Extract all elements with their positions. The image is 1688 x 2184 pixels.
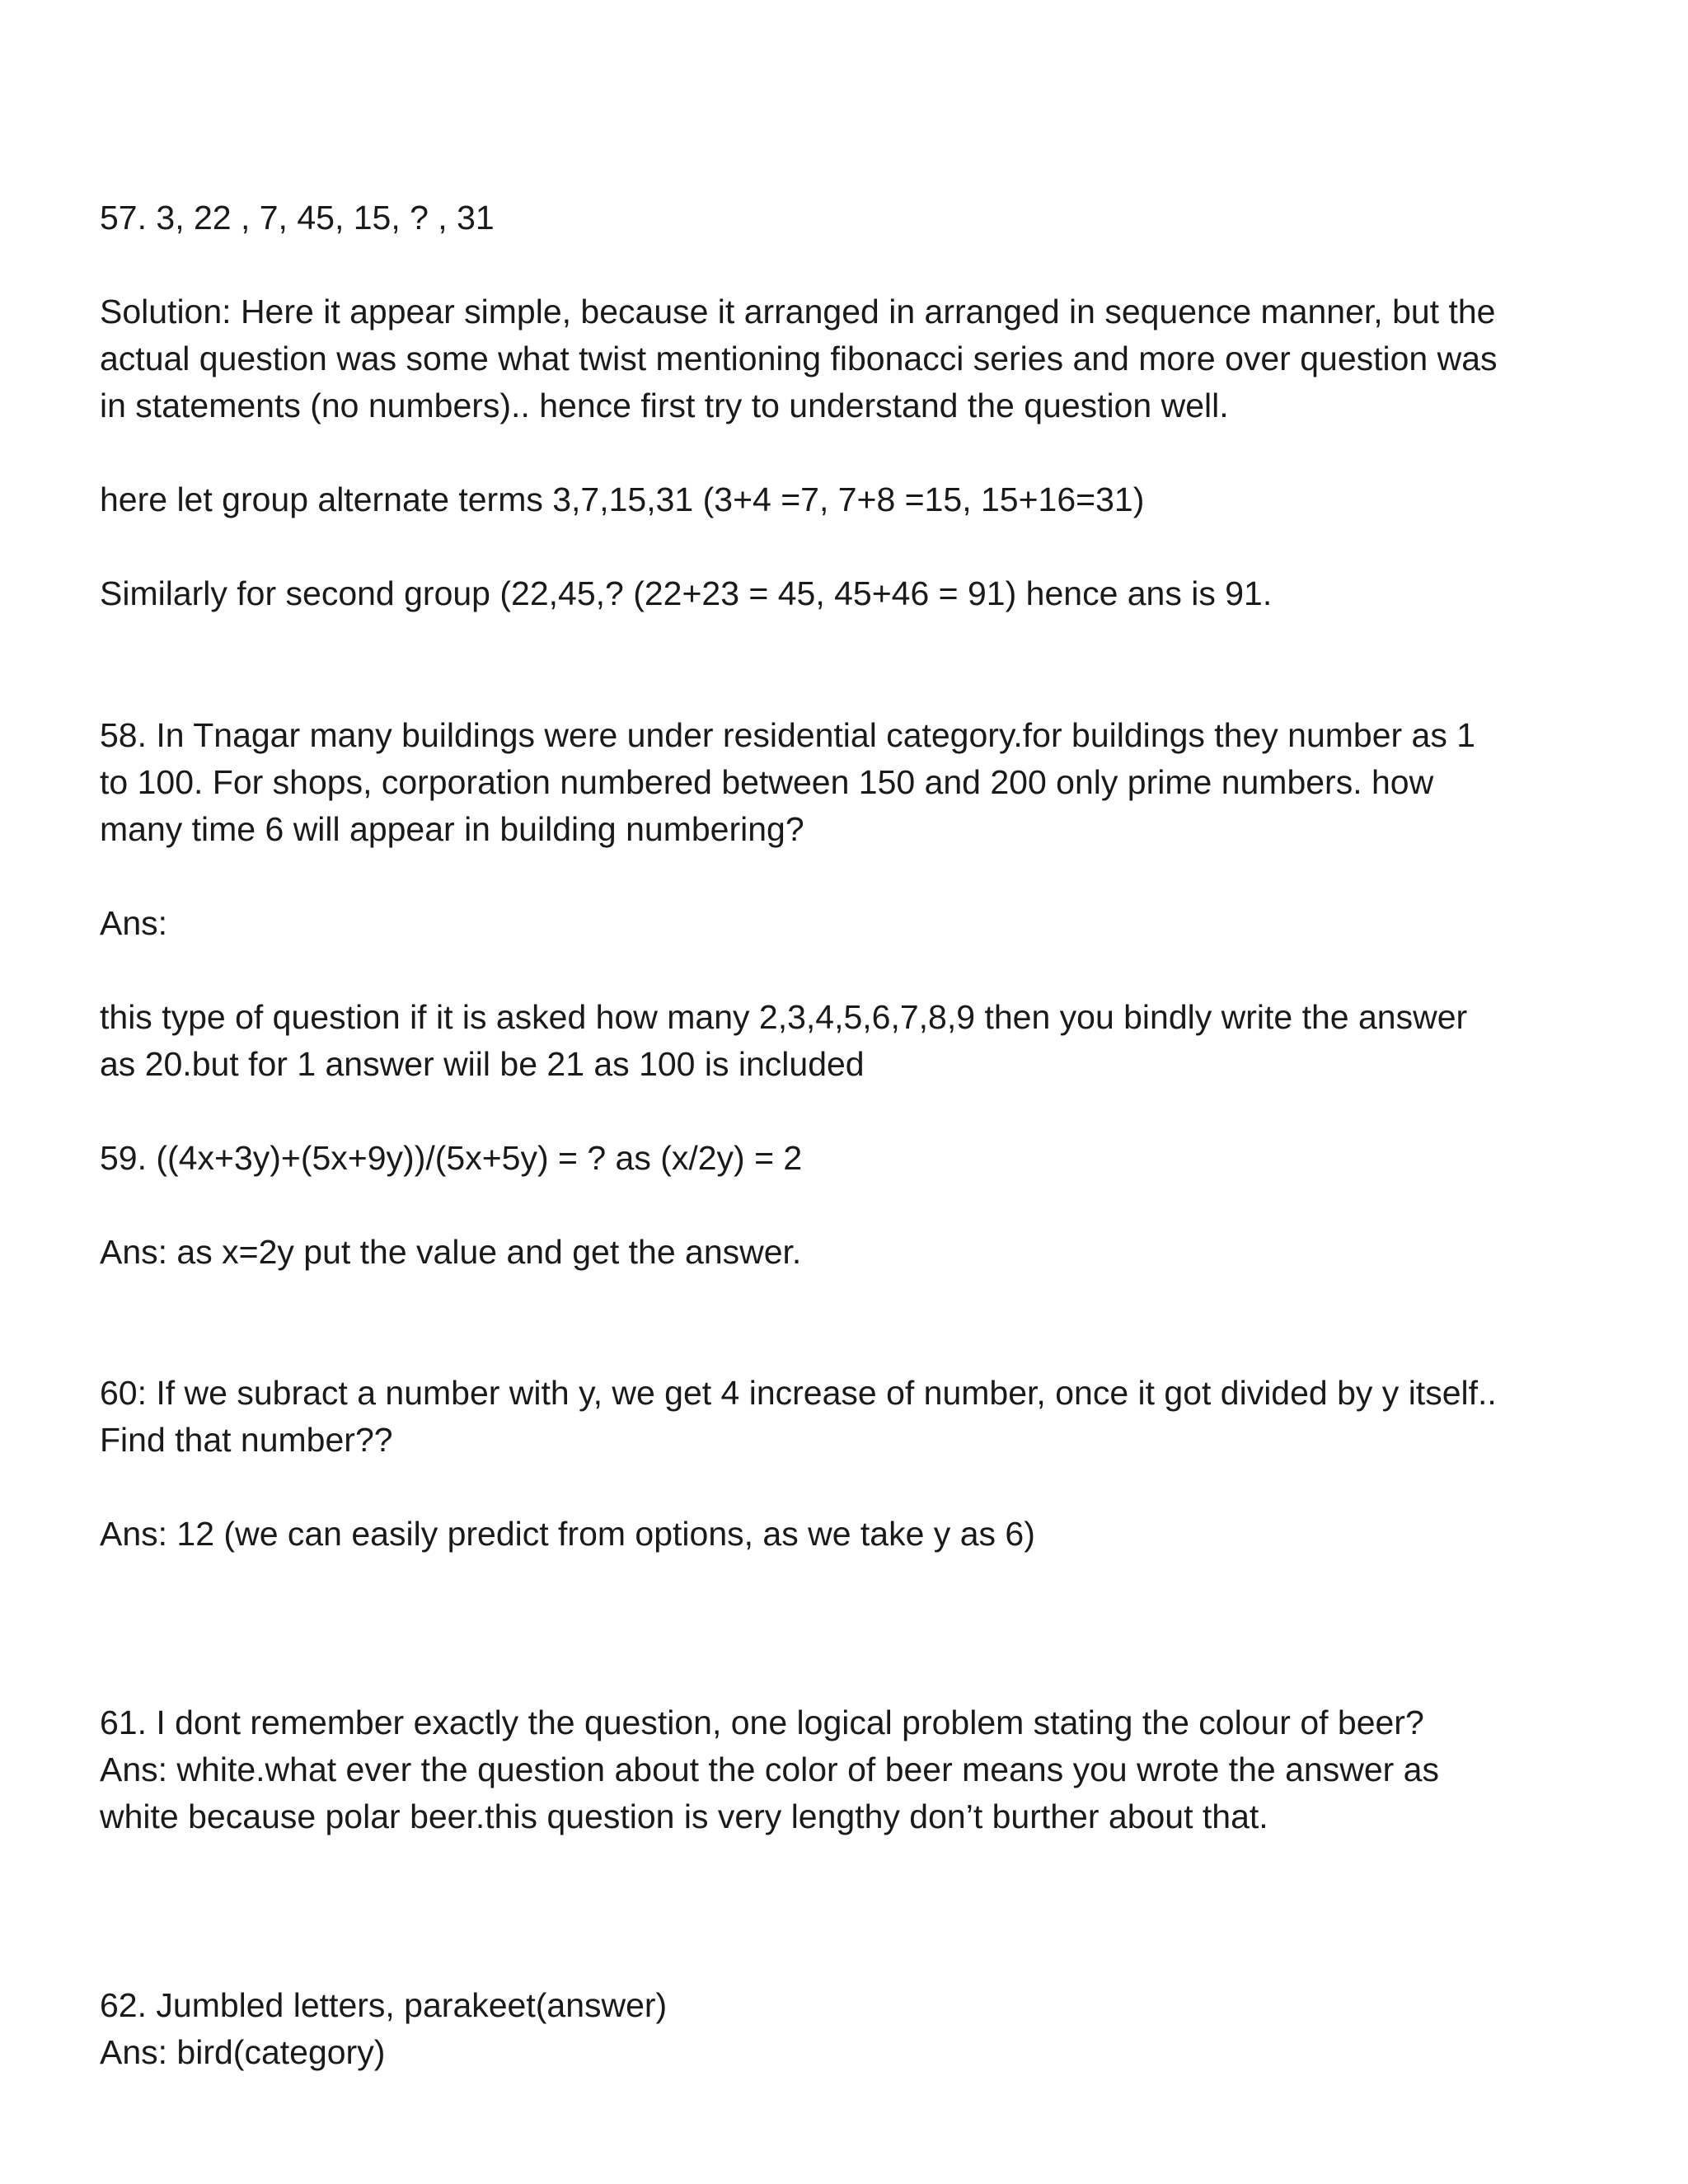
q57-group2 bbox=[100, 570, 1608, 617]
q62-question-text: 62. Jumbled letters, parakeet(answer) bbox=[100, 1986, 668, 2024]
q60-answer-text: Ans: 12 (we can easily predict from options, as we take y as 6) bbox=[100, 1515, 1035, 1553]
q62-block bbox=[100, 1982, 1608, 2076]
q58-question-line-2: to 100. For shops, corporation numbered between 150 and 200 only prime numbers. how bbox=[100, 763, 1434, 801]
q61-line-1: 61. I dont remember exactly the question, one logical problem stating the colour of beer? bbox=[100, 1704, 1424, 1741]
q58-question bbox=[100, 712, 1608, 853]
q57-group1 bbox=[100, 476, 1608, 523]
q58-ans-label bbox=[100, 900, 1608, 947]
q58-question-line-3: many time 6 will appear in building numbering? bbox=[100, 810, 804, 848]
q59-question-text: 59. ((4x+3y)+(5x+9y))/(5x+5y) = ? as (x/2y) = 2 bbox=[100, 1139, 803, 1177]
q60-question-line-1: 60: If we subract a number with y, we get 4 increase of number, once it got divided by y itself.. bbox=[100, 1374, 1497, 1412]
q57-question bbox=[100, 194, 1608, 241]
q57-solution-line-2: actual question was some what twist mentioning fibonacci series and more over question was bbox=[100, 340, 1498, 377]
q60-question-line-2: Find that number?? bbox=[100, 1421, 393, 1459]
q58-question-line-1: 58. In Tnagar many buildings were under residential category.for buildings they number as 1 bbox=[100, 716, 1476, 754]
q58-explanation-line-1: this type of question if it is asked how many 2,3,4,5,6,7,8,9 then you bindly write the answer bbox=[100, 998, 1468, 1036]
q57-solution-line-3: in statements (no numbers).. hence first try to understand the question well. bbox=[100, 387, 1229, 424]
q61-block bbox=[100, 1699, 1608, 1840]
q57-group2-text: Similarly for second group (22,45,? (22+23 = 45, 45+46 = 91) hence ans is 91. bbox=[100, 574, 1273, 612]
q61-line-3: white because polar beer.this question is very lengthy don’t burther about that. bbox=[100, 1797, 1268, 1835]
q59-answer-text: Ans: as x=2y put the value and get the answer. bbox=[100, 1233, 802, 1271]
q57-group1-text: here let group alternate terms 3,7,15,31 (3+4 =7, 7+8 =15, 15+16=31) bbox=[100, 480, 1145, 518]
q62-answer-text: Ans: bird(category) bbox=[100, 2033, 386, 2071]
q58-explanation-line-2: as 20.but for 1 answer wiil be 21 as 100 is included bbox=[100, 1045, 865, 1083]
q61-line-2: Ans: white.what ever the question about the color of beer means you wrote the answer as bbox=[100, 1750, 1439, 1788]
q57-solution bbox=[100, 288, 1608, 429]
q57-question-text: 57. 3, 22 , 7, 45, 15, ? , 31 bbox=[100, 199, 495, 237]
q57-solution-line-1: Solution: Here it appear simple, because it arranged in arranged in sequence manner, but the bbox=[100, 293, 1496, 330]
q59-answer bbox=[100, 1229, 1608, 1276]
q58-explanation bbox=[100, 994, 1608, 1088]
q60-answer bbox=[100, 1511, 1608, 1558]
q60-question bbox=[100, 1370, 1608, 1464]
q59-question bbox=[100, 1135, 1608, 1182]
q58-ans-label-text: Ans: bbox=[100, 904, 168, 942]
